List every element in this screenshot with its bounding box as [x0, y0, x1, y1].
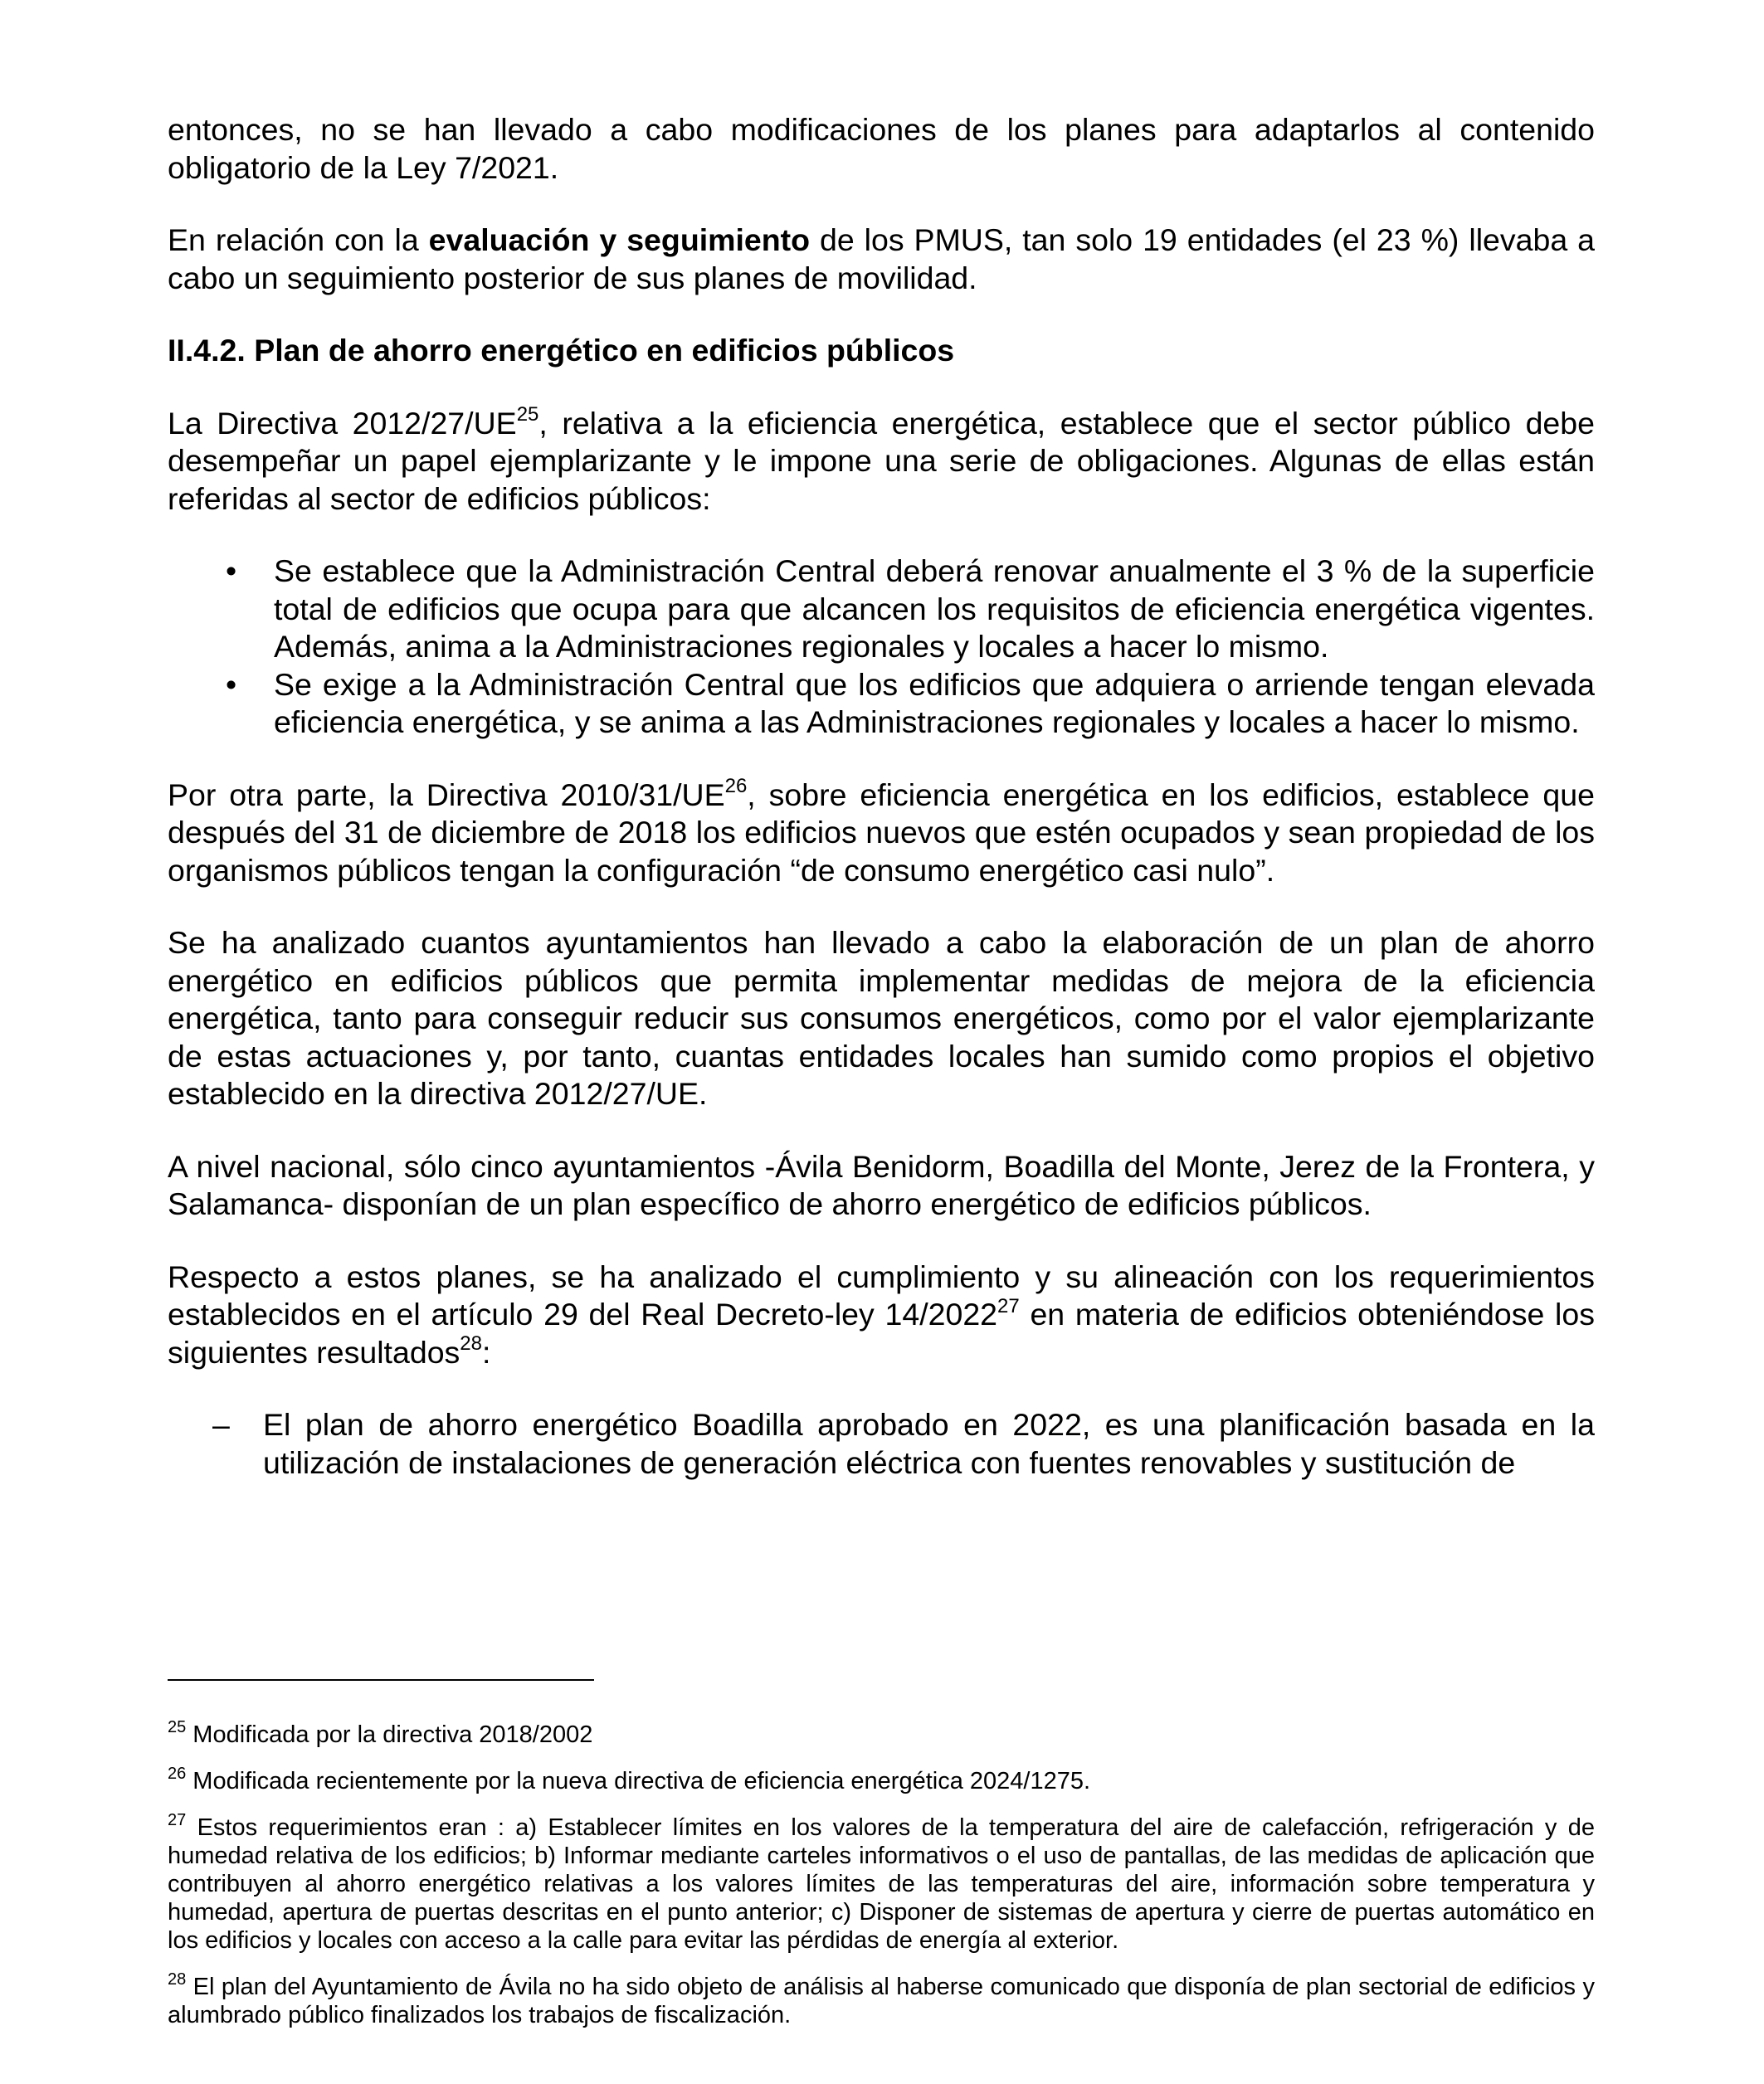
paragraph-otra-parte [168, 777, 1595, 890]
list-item [168, 553, 1595, 666]
footnote-ref-25[interactable]: 25 [516, 403, 539, 426]
footnote-text: Modificada por la directiva 2018/2002 [186, 1721, 593, 1748]
bullet-list [168, 553, 1595, 742]
footnote-ref-28[interactable]: 28 [460, 1332, 482, 1355]
list-item [168, 666, 1595, 742]
footnote-ref-27[interactable]: 27 [997, 1294, 1020, 1317]
section-heading: II.4.2. Plan de ahorro energético en edificios públicos [168, 333, 955, 368]
footnote-27 [168, 1811, 1595, 1955]
dash-list [168, 1406, 1595, 1482]
paragraph-directiva [168, 405, 1595, 519]
footnote-28 [168, 1970, 1595, 2029]
footnote-text: Estos requerimientos eran : a) Establecer límites en los valores de la temperatura del aire de calefacción, refrigeración y de humedad relativa de los edificios; b) Informar mediante carteles informativos o el uso de pantallas, de las medidas de aplicación que contribuyen al ahorro energético relativas a los valores límites de las temperaturas del aire, información sobre temperatura y humedad, apertura de puertas descritas en el punto anterior; c) Disponer de sistemas de apertura y cierre de puertas automático en los edificios y locales con acceso a la calle para evitar las pérdidas de energía al exterior. [168, 1814, 1595, 1954]
bold-text: evaluación y seguimiento [428, 222, 811, 257]
paragraph-intro: entonces, no se han llevado a cabo modificaciones de los planes para adaptarlos al contenido obligatorio de la Ley 7/2021. [168, 112, 1595, 185]
footnote-text: El plan del Ayuntamiento de Ávila no ha sido objeto de análisis al haberse comunicado que disponía de plan sectorial de edificios y alumbrado público finalizados los trabajos de fiscalización. [168, 1974, 1595, 2028]
text-run: , sobre eficiencia energética en los edificios, establece que después del 31 de diciembre de 2018 los edificios nuevos que estén ocupados y sean propiedad de los organismos públicos tengan la configuración “de consumo energético casi nulo”. [168, 777, 1595, 888]
bullet-icon: • [226, 553, 237, 588]
text-run: en materia de edificios obteniéndose los siguientes resultados [168, 1297, 1595, 1370]
footnote-number: 28 [168, 1970, 187, 1989]
footnote-number: 25 [168, 1718, 187, 1737]
paragraph-respecto [168, 1259, 1595, 1372]
footnote-number: 26 [168, 1765, 187, 1784]
text-run: La Directiva 2012/27/UE [168, 405, 517, 441]
page-body [168, 111, 1595, 1482]
footnote-ref-26[interactable]: 26 [724, 775, 748, 797]
list-item [168, 1406, 1595, 1482]
list-item-text: El plan de ahorro energético Boadilla aprobado en 2022, es una planificación basada en la utilización de instalaciones de generación eléctrica con fuentes renovables y sustitución de [263, 1407, 1595, 1480]
text-run: , relativa a la eficiencia energética, establece que el sector público debe desempeñar un papel ejemplarizante y le impone una serie de obligaciones. Algunas de ellas están referidas al sector de edificios públicos: [168, 405, 1595, 516]
footnote-separator [168, 1679, 594, 1681]
list-item-text: Se establece que la Administración Central deberá renovar anualmente el 3 % de la superficie total de edificios que ocupa para que alcancen los requisitos de eficiencia energética vigentes. Además, anima a la Administraciones regionales y locales a hacer lo mismo. [274, 553, 1595, 664]
dash-icon: – [212, 1407, 230, 1442]
text-run: : [482, 1334, 491, 1370]
footnote-number: 27 [168, 1811, 187, 1830]
text-run: En relación con la [168, 222, 429, 257]
paragraph-evaluacion [168, 222, 1595, 297]
list-item-text: Se exige a la Administración Central que los edificios que adquiera o arriende tengan elevada eficiencia energética, y se anima a las Administraciones regionales y locales a hacer lo mismo. [274, 666, 1595, 739]
bullet-icon: • [226, 666, 237, 702]
footnote-26 [168, 1767, 1595, 1795]
paragraph-nacional: A nivel nacional, sólo cinco ayuntamientos -Ávila Benidorm, Boadilla del Monte, Jerez de la Frontera, y Salamanca- disponían de un plan específico de ahorro energético de edificios públicos. [168, 1148, 1595, 1221]
paragraph-analizado: Se ha analizado cuantos ayuntamientos han llevado a cabo la elaboración de un plan de ahorro energético en edificios públicos que permita implementar medidas de mejora de la eficiencia energética, tanto para conseguir reducir sus consumos energéticos, como por el valor ejemplarizante de estas actuaciones y, por tanto, cuantas entidades locales han sumido como propios el objetivo establecido en la directiva 2012/27/UE. [168, 925, 1595, 1111]
footnotes [168, 1718, 1595, 2047]
text-run: de los PMUS, tan solo 19 entidades (el 23 %) llevaba a cabo un seguimiento posterior de sus planes de movilidad. [168, 222, 1596, 295]
text-run: Respecto a estos planes, se ha analizado el cumplimiento y su alineación con los requerimientos establecidos en el artículo 29 del Real Decreto-ley 14/2022 [168, 1259, 1595, 1332]
footnote-25 [168, 1718, 1595, 1749]
text-run: Por otra parte, la Directiva 2010/31/UE [168, 777, 725, 812]
footnote-text: Modificada recientemente por la nueva directiva de eficiencia energética 2024/1275. [186, 1768, 1091, 1794]
